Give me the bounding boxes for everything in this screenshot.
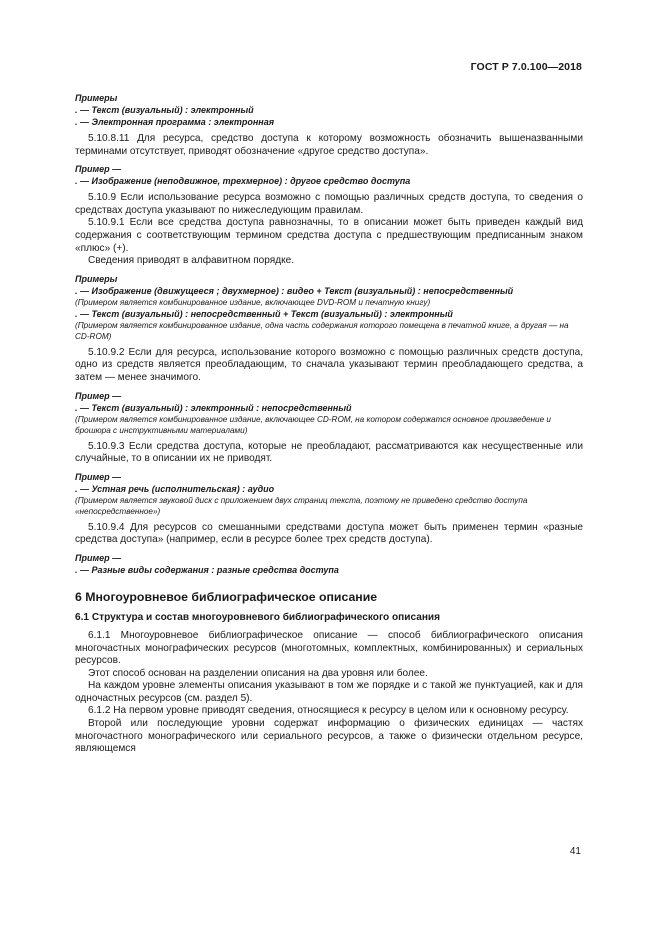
example-label: Пример — — [75, 471, 122, 482]
body-paragraph: На каждом уровне элементы описания указывают в том же порядке и с такой же пунктуацией, как и для одночастных ресурсов (см. раздел 5). — [75, 680, 583, 704]
body-paragraph: Этот способ основан на разделении описания на два уровня или более. — [88, 667, 428, 679]
subsection-heading: 6.1 Структура и состав многоуровневого библиографического описания — [75, 611, 441, 623]
body-paragraph: 5.10.9.2 Если для ресурса, использование которого возможно с помощью различных средств доступа, одно из средств является преобладающим, то сначала указывают термин преобладающего средства, а затем — менее значимого. — [75, 346, 583, 383]
example-line: . — Текст (визуальный) : непосредственный + Текст (визуальный) : электронный — [75, 308, 453, 319]
example-label: Пример — — [75, 390, 122, 401]
page-body — [75, 92, 583, 756]
page-number: 41 — [569, 846, 581, 857]
example-note: (Примером является звуковой диск с приложением двух страниц текста, поэтому не приведено средство доступа «непосредственное») — [75, 495, 528, 516]
spacer — [75, 576, 583, 590]
body-paragraph: 5.10.9.4 Для ресурсов со смешанными средствами доступа может быть применен термин «разные средства доступа» (например, если в ресурсе более трех средств доступа). — [75, 521, 583, 546]
example-label: Пример — — [75, 552, 122, 563]
body-paragraph: 5.10.9.3 Если средства доступа, которые не преобладают, рассматриваются как несущественные или случайные, то в описании их не приводят. — [75, 440, 583, 465]
example-label: Примеры — [75, 93, 118, 103]
example-line: . — Разные виды содержания : разные средства доступа — [75, 564, 339, 575]
example-note: (Примером является комбинированное издание, включающее CD-ROM, на котором содержатся основное произведение и брошюра с инструктивными материалами) — [75, 414, 551, 435]
example-line: . — Устная речь (исполнительская) : аудио — [75, 483, 275, 494]
example-label: Пример — — [75, 164, 122, 175]
example-line: . — Изображение (неподвижное, трехмерное) : другое средство доступа — [75, 176, 411, 187]
body-paragraph: 5.10.9.1 Если все средства доступа равнозначны, то в описании может быть приведен каждый вид содержания с соответствующим термином средства доступа с предшествующим предписанным знаком «плюс» (+). — [75, 217, 583, 254]
body-paragraph: 6.1.1 Многоуровневое библиографическое описание — способ библиографического описания многочастных монографических ресурсов (многотомных, комплектных, комбинированных) и сериальных ресурсов. — [75, 629, 583, 667]
example-line: . — Изображение (движущееся ; двухмерное) : видео + Текст (визуальный) : непосредственный — [75, 285, 514, 296]
example-line: . — Текст (визуальный) : электронный : непосредственный — [75, 402, 352, 413]
section-heading: 6 Многоуровневое библиографическое описание — [75, 589, 378, 604]
body-paragraph: 6.1.2 На первом уровне приводят сведения, относящиеся к ресурсу в целом или к основному ресурсу. — [88, 705, 569, 717]
body-paragraph: Сведения приводят в алфавитном порядке. — [88, 255, 295, 267]
body-paragraph: 5.10.8.11 Для ресурса, средство доступа к которому возможность обозначить вышеназванными терминами отсутствует, приводят обозначение «другое средство доступа». — [75, 133, 583, 157]
body-paragraph: 5.10.9 Если использование ресурса возможно с помощью различных средств доступа, то сведения о средствах доступа указывают по нижеследующим правилам. — [75, 192, 583, 216]
body-paragraph: Второй или последующие уровни содержат информацию о физических единицах — частях многочастного монографического или сериального ресурсов, а также о физически отдельном ресурсе, являющемся — [75, 718, 583, 755]
document-code: ГОСТ Р 7.0.100—2018 — [470, 61, 582, 73]
example-label: Примеры — [75, 273, 118, 284]
example-line: . — Текст (визуальный) : электронный — [75, 105, 254, 115]
example-line: . — Электронная программа : электронная — [75, 117, 274, 127]
example-note: (Примером является комбинированное издание, включающее DVD-ROM и печатную книгу) — [75, 297, 431, 307]
example-note: (Примером является комбинированное издание, одна часть содержания которого помещена в печатной книге, а другая — на CD-ROM) — [75, 320, 569, 341]
